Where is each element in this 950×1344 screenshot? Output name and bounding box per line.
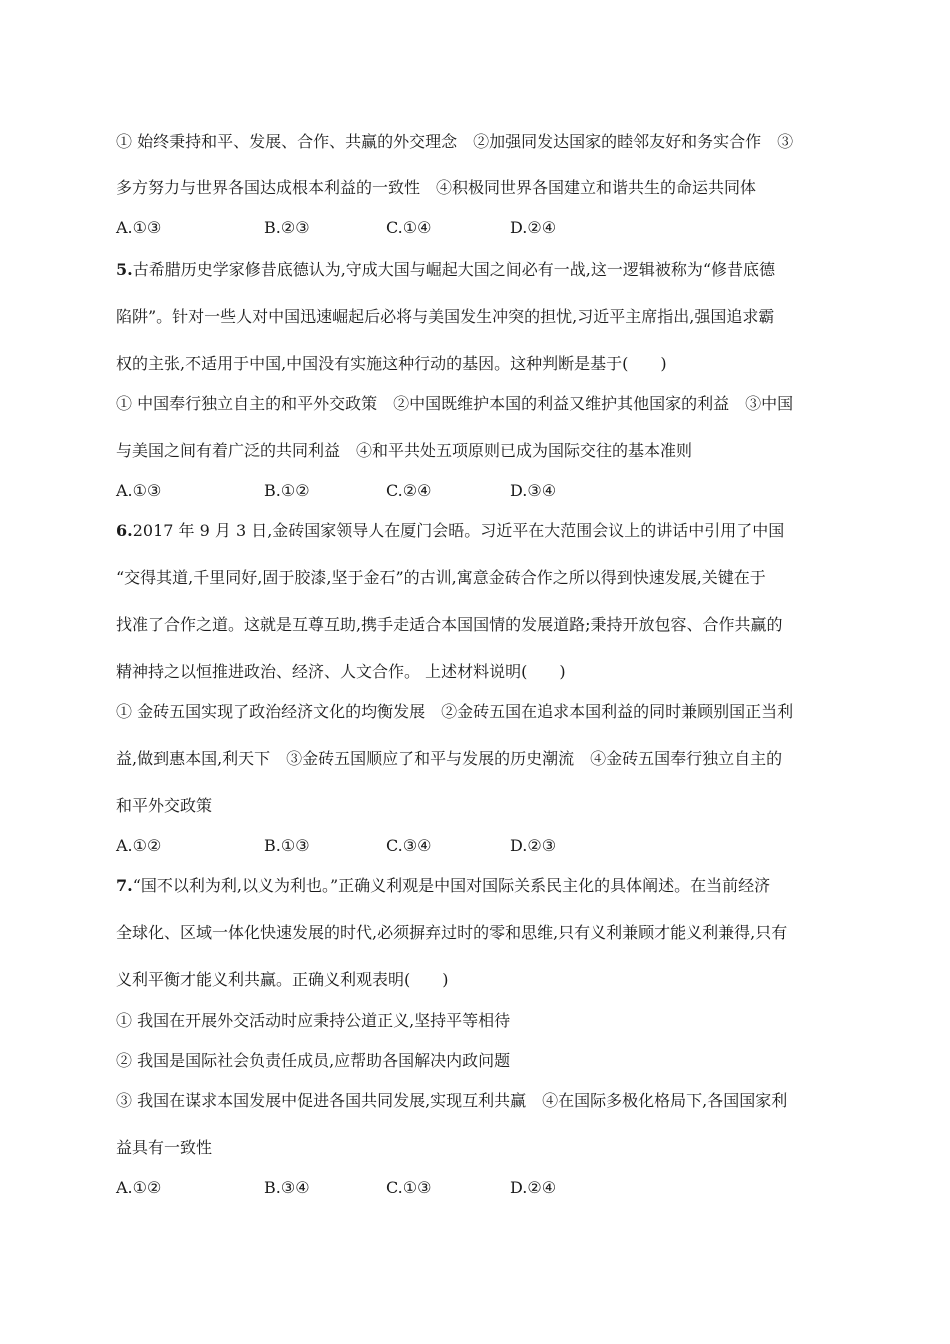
q6-statement-line-3: 和平外交政策 <box>116 796 213 815</box>
option-b[interactable]: B.①③ <box>264 836 310 855</box>
q6-stem-line-3: 找准了合作之道。这就是互尊互助,携手走适合本国国情的发展道路;秉持开放包容、合作共赢的 <box>116 615 783 634</box>
q5-statement-line-1: ① 中国奉行独立自主的和平外交政策 ②中国既维护本国的利益又维护其他国家的利益 ③中国 <box>116 394 794 413</box>
q7-options <box>116 1178 836 1198</box>
option-d[interactable]: D.③④ <box>510 481 557 500</box>
option-a[interactable]: A.①③ <box>116 481 162 500</box>
q5-stem-line-3: 权的主张,不适用于中国,中国没有实施这种行动的基因。这种判断是基于( ) <box>116 354 667 373</box>
q6-stem-line-4: 精神持之以恒推进政治、经济、人文合作。 上述材料说明( ) <box>116 662 566 681</box>
q6-stem-line-1 <box>116 521 836 541</box>
q6-number: 6. <box>116 521 133 540</box>
q7-statement-2: ② 我国是国际社会负责任成员,应帮助各国解决内政问题 <box>116 1051 511 1070</box>
q6-stem-line-2: “交得其道,千里同好,固于胶漆,坚于金石”的古训,寓意金砖合作之所以得到快速发展,关键在于 <box>116 568 766 587</box>
q5-statement-line-2: 与美国之间有着广泛的共同利益 ④和平共处五项原则已成为国际交往的基本准则 <box>116 441 693 460</box>
option-d[interactable]: D.②③ <box>510 836 557 855</box>
q7-statement-3: ③ 我国在谋求本国发展中促进各国共同发展,实现互利共赢 ④在国际多极化格局下,各国国家利 <box>116 1091 788 1110</box>
option-a[interactable]: A.①③ <box>116 218 162 237</box>
option-c[interactable]: C.①④ <box>386 218 432 237</box>
q7-number: 7. <box>116 876 133 895</box>
option-b[interactable]: B.②③ <box>264 218 310 237</box>
option-a[interactable]: A.①② <box>116 836 162 855</box>
q5-options <box>116 481 836 501</box>
q7-stem-line-2: 全球化、区域一体化快速发展的时代,必须摒弃过时的零和思维,只有义利兼顾才能义利兼得,只有 <box>116 923 788 942</box>
option-b[interactable]: B.③④ <box>264 1178 310 1197</box>
option-d[interactable]: D.②④ <box>510 218 557 237</box>
q5-number: 5. <box>116 260 133 279</box>
prev-options <box>116 218 836 238</box>
q6-text-1: 2017 年 9 月 3 日,金砖国家领导人在厦门会晤。习近平在大范围会议上的讲话中引用了中国 <box>132 521 785 540</box>
q7-statement-4: 益具有一致性 <box>116 1138 213 1157</box>
prev-statement-line-2: 多方努力与世界各国达成根本利益的一致性 ④积极同世界各国建立和谐共生的命运共同体 <box>116 178 757 197</box>
q7-statement-1: ① 我国在开展外交活动时应秉持公道正义,坚持平等相待 <box>116 1011 511 1030</box>
option-c[interactable]: C.③④ <box>386 836 432 855</box>
q6-statement-line-2: 益,做到惠本国,利天下 ③金砖五国顺应了和平与发展的历史潮流 ④金砖五国奉行独立自主的 <box>116 749 783 768</box>
q6-options <box>116 836 836 856</box>
option-c[interactable]: C.①③ <box>386 1178 432 1197</box>
q5-stem-line-1 <box>116 260 836 280</box>
option-b[interactable]: B.①② <box>264 481 310 500</box>
option-d[interactable]: D.②④ <box>510 1178 557 1197</box>
q7-stem-line-3: 义利平衡才能义利共赢。正确义利观表明( ) <box>116 970 449 989</box>
q5-text-1: 古希腊历史学家修昔底德认为,守成大国与崛起大国之间必有一战,这一逻辑被称为“修昔底德 <box>132 260 776 279</box>
q7-text-1: “国不以利为利,以义为利也。”正确义利观是中国对国际关系民主化的具体阐述。在当前经济 <box>132 876 771 895</box>
option-c[interactable]: C.②④ <box>386 481 432 500</box>
prev-statement-line-1: ① 始终秉持和平、发展、合作、共赢的外交理念 ②加强同发达国家的睦邻友好和务实合作 ③ <box>116 132 794 151</box>
q6-statement-line-1: ① 金砖五国实现了政治经济文化的均衡发展 ②金砖五国在追求本国利益的同时兼顾别国正当利 <box>116 702 794 721</box>
option-a[interactable]: A.①② <box>116 1178 162 1197</box>
q7-stem-line-1 <box>116 876 836 896</box>
q5-stem-line-2: 陷阱”。针对一些人对中国迅速崛起后必将与美国发生冲突的担忧,习近平主席指出,强国追求霸 <box>116 307 775 326</box>
